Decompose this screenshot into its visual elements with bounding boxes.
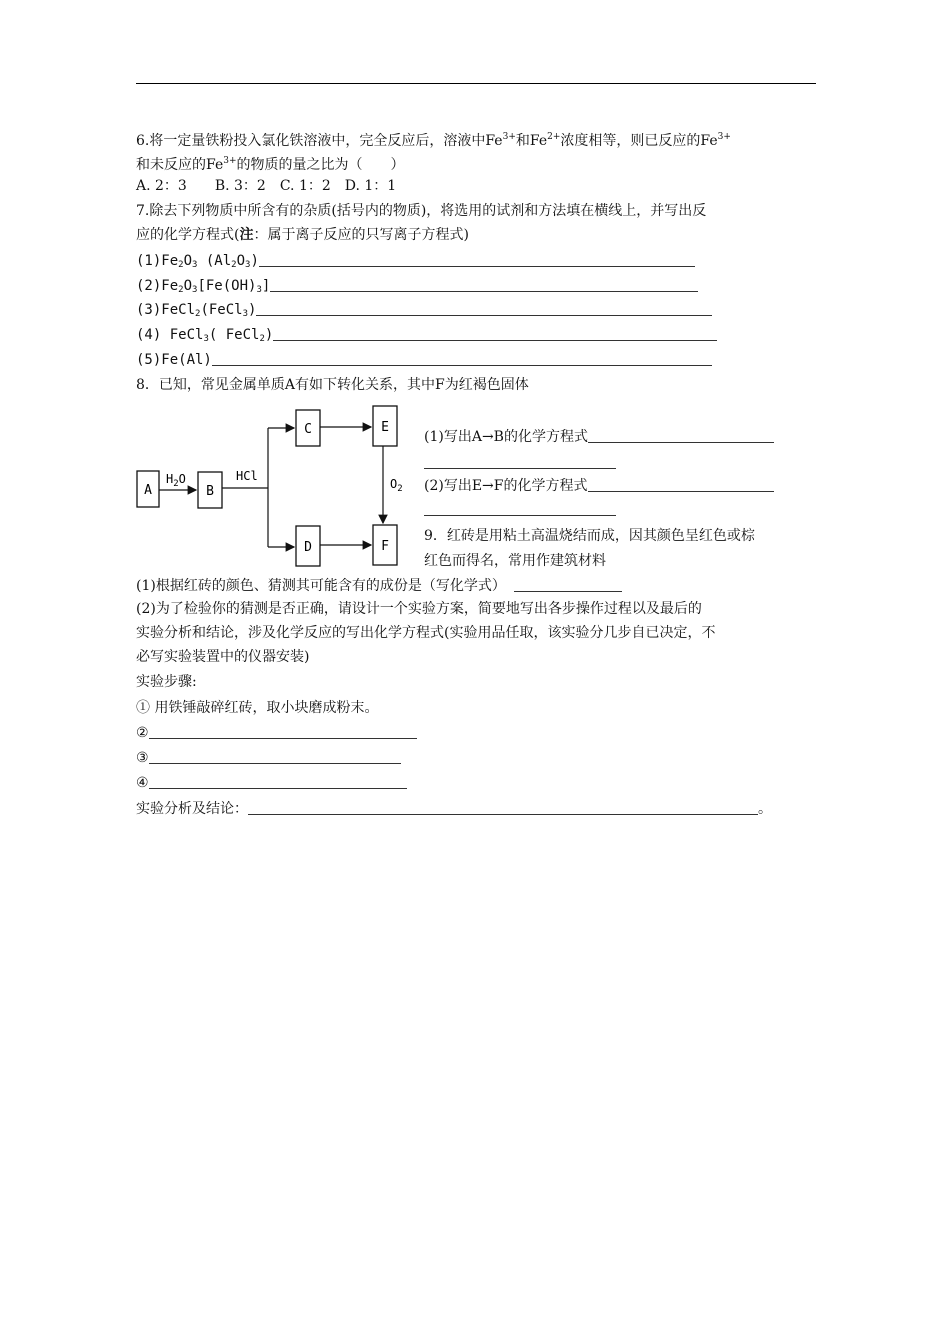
q8-sub1-cont [424, 452, 616, 474]
answer-blank[interactable] [149, 773, 407, 789]
o2-label: $O_2$ [390, 477, 403, 494]
charge: 3+ [502, 132, 516, 142]
q8-sub1 [424, 426, 774, 448]
q9-line2: 红色而得名，常用作建筑材料 [424, 553, 606, 569]
q9-part1 [136, 575, 622, 597]
formula: (3)FeCl [136, 302, 196, 318]
q9-part2-line2: 实验分析和结论，涉及化学反应的写出化学方程式(实验用品任取，该实验分几步自已决定，不 [136, 625, 716, 641]
answer-blank[interactable] [273, 325, 717, 341]
charge: 3+ [223, 156, 237, 166]
step-1: ① 用铁锤敲碎红砖，取小块磨成粉末。 [136, 700, 379, 716]
fe-symbol: Fe [206, 157, 224, 173]
conclusion [136, 798, 772, 820]
subscript: 3 [245, 260, 251, 270]
q6-text: 6.将一定量铁粉投入氯化铁溶液中，完全反应后，溶液中 [136, 133, 486, 149]
q6-line2 [136, 150, 405, 176]
q6-options: A. 2：3 B. 3：2 C. 1：2 D. 1：1 [136, 178, 397, 194]
answer-blank[interactable] [588, 476, 774, 492]
answer-blank[interactable] [514, 576, 622, 592]
step-number: ③ [136, 750, 149, 766]
q6-text: 浓度相等，则已反应的 [560, 133, 701, 149]
q8-sub2-cont [424, 499, 616, 521]
answer-blank[interactable] [424, 500, 616, 516]
q7-item-5 [136, 349, 712, 371]
q6-text: 的物质的量之比为（ ） [236, 157, 405, 173]
step-4 [136, 772, 407, 794]
q6-text: 和 [515, 133, 530, 149]
q6-line1 [136, 126, 731, 152]
q8-title: 8．已知，常见金属单质A有如下转化关系，其中F为红褐色固体 [136, 377, 529, 393]
steps-label: 实验步骤: [136, 674, 197, 690]
subscript: 2 [178, 285, 184, 295]
formula: ( FeCl [208, 327, 260, 343]
q7-item-2 [136, 275, 698, 301]
step-2 [136, 722, 417, 744]
step-number: ② [136, 725, 149, 741]
reaction-diagram [130, 398, 420, 568]
q9-part2-line3: 必写实验装置中的仪器安装) [136, 649, 310, 665]
formula: (4) FeCl [136, 327, 204, 343]
q9-part1-text: (1)根据红砖的颜色、猜测其可能含有的成份是（写化学式） [136, 578, 506, 594]
subscript: 3 [192, 285, 198, 295]
h2o-label: $H_2O$ [166, 472, 186, 489]
label-a: A [144, 483, 152, 498]
subscript: 2 [259, 334, 265, 344]
formula: (1)Fe [136, 253, 179, 269]
q7-line2 [136, 224, 469, 246]
formula: (Al [197, 253, 232, 269]
conclusion-label: 实验分析及结论： [136, 801, 248, 817]
q9-part2-line1: (2)为了检验你的猜测是否正确，请设计一个实验方案，简要地写出各步操作过程以及最后的 [136, 601, 702, 617]
formula: O [183, 253, 193, 269]
q7-item-3 [136, 299, 712, 325]
formula: ) [248, 302, 257, 318]
subscript: 2 [178, 260, 184, 270]
q8-sub1-text: (1)写出A→B的化学方程式 [424, 429, 588, 445]
charge: 2+ [547, 132, 561, 142]
label-e: E [381, 420, 389, 435]
q8-sub2 [424, 475, 774, 497]
subscript: 3 [203, 334, 209, 344]
note-label: 注 [239, 227, 254, 243]
hcl-label: HCl [236, 469, 258, 483]
charge: 3+ [717, 132, 731, 142]
q7-item-4 [136, 324, 717, 350]
answer-blank[interactable] [149, 723, 417, 739]
formula: ) [250, 253, 259, 269]
q7-text: 应的化学方程式( [136, 227, 240, 243]
subscript: 2 [195, 309, 201, 319]
formula: (5)Fe(Al) [136, 352, 212, 368]
answer-blank[interactable] [149, 748, 401, 764]
subscript: 3 [192, 260, 198, 270]
header-rule [136, 83, 816, 84]
label-d: D [304, 540, 312, 555]
q6-text: 和未反应的 [136, 157, 206, 173]
formula: ] [261, 278, 271, 294]
label-b: B [206, 484, 214, 499]
answer-blank[interactable] [256, 300, 712, 316]
q8-sub2-text: (2)写出E→F的化学方程式 [424, 478, 588, 494]
step-3 [136, 747, 401, 769]
answer-blank[interactable] [259, 251, 695, 267]
formula: (FeCl [200, 302, 243, 318]
answer-blank[interactable] [248, 799, 758, 815]
subscript: 2 [231, 260, 237, 270]
label-c: C [304, 422, 312, 437]
subscript: 3 [256, 285, 262, 295]
answer-blank[interactable] [270, 276, 698, 292]
formula: O [236, 253, 246, 269]
subscript: 3 [242, 309, 249, 319]
q7-line1: 7.除去下列物质中所含有的杂质(括号内的物质)，将选用的试剂和方法填在横线上，并写出反 [136, 203, 707, 219]
formula: ) [264, 327, 274, 343]
formula: (2)Fe [136, 278, 179, 294]
end-mark: 。 [758, 801, 772, 817]
formula: O [183, 278, 193, 294]
step-number: ④ [136, 775, 149, 791]
answer-blank[interactable] [212, 350, 712, 366]
fe-symbol: Fe [485, 133, 503, 149]
q7-text: ：属于离子反应的只写离子方程式) [253, 227, 469, 243]
label-f: F [381, 539, 389, 554]
q7-item-1 [136, 250, 695, 276]
fe-symbol: Fe [700, 133, 718, 149]
q9-line1: 9．红砖是用粘土高温烧结而成，因其颜色呈红色或棕 [424, 528, 755, 544]
answer-blank[interactable] [424, 453, 616, 469]
formula: [Fe(OH) [197, 278, 257, 294]
answer-blank[interactable] [588, 427, 774, 443]
fe-symbol: Fe [529, 133, 548, 149]
